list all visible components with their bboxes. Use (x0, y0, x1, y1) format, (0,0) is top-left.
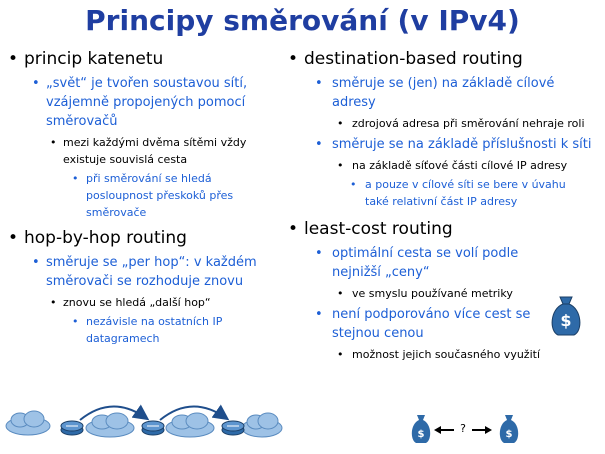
bullet-l2: • optimální cesta se volí podle nejnižší „ceny“ (315, 246, 519, 280)
bullet-text: směruje se na základě příslušnosti k síti (332, 137, 592, 152)
bullet-text: není podporováno více cest se stejnou cenou (332, 307, 531, 341)
bullet-l4: • při směrování se hledá posloupnost přeskoků přes směrovače (72, 172, 234, 219)
dollar-sign: $ (560, 311, 572, 330)
arrow-icon (472, 426, 492, 434)
bullet-l1: • princip katenetu (8, 49, 164, 69)
network-cloud-icon (242, 413, 282, 437)
bullet-text: směruje se (jen) na základě cílové adresy (332, 76, 555, 110)
bullet-text: možnost jejich současného využití (352, 348, 540, 361)
bullet-text: směruje se „per hop“: v každém směrovači se rozhoduje znovu (46, 255, 257, 289)
bullet-text: na základě síťové části cílové IP adresy (352, 159, 568, 172)
bullet-text: least-cost routing (304, 219, 453, 239)
router-icon (142, 421, 164, 435)
question-mark: ? (460, 422, 466, 435)
money-bag-icon (548, 293, 584, 337)
bullet-l3: • možnost jejich současného využití (337, 348, 540, 361)
bullet-l3: • zdrojová adresa při směrování nehraje roli (337, 117, 585, 130)
router-icon (61, 421, 83, 435)
money-bag-icon (412, 415, 430, 443)
network-cloud-icon (86, 413, 134, 437)
bullet-text: hop-by-hop routing (24, 228, 187, 248)
bullet-text: při směrování se hledá posloupnost přeskoků přes směrovače (86, 172, 234, 219)
bullet-l2: • není podporováno více cest se stejnou cenou (315, 307, 531, 341)
money-bag-icon (500, 415, 518, 443)
bullet-text: „svět“ je tvořen soustavou sítí, vzájemně propojených pomocí směrovačů (46, 76, 248, 129)
bullet-l1: • least-cost routing (288, 219, 453, 239)
bullet-text: a pouze v cílové síti se bere v úvahu také relativní část IP adresy (365, 178, 566, 208)
left-column (6, 44, 291, 347)
equal-cost-illustration (408, 412, 528, 446)
dollar-sign: $ (505, 429, 513, 440)
bullet-l3: • ve smyslu používané metriky (337, 287, 513, 300)
bullet-text: optimální cesta se volí podle nejnižší „ceny“ (332, 246, 519, 280)
bullet-text: princip katenetu (24, 49, 164, 69)
bullet-l1: • destination-based routing (288, 49, 523, 69)
dollar-sign: $ (417, 429, 425, 440)
router-icon (222, 421, 244, 435)
bullet-l2: • směruje se (jen) na základě cílové adresy (315, 76, 555, 110)
bullet-l1: • hop-by-hop routing (8, 228, 187, 248)
bullet-l2: • směruje se „per hop“: v každém směrovači se rozhoduje znovu (32, 255, 257, 289)
bullet-l4: • nezávisle na ostatních IP datagramech (72, 315, 223, 345)
bullet-text: mezi každými dvěma sítěmi vždy existuje souvislá cesta (63, 136, 247, 166)
network-diagram (0, 390, 285, 450)
bullet-l2: • směruje se na základě příslušnosti k síti (315, 137, 592, 152)
bullet-l3: • mezi každými dvěma sítěmi vždy existuje souvislá cesta (50, 136, 247, 166)
arrow-icon (434, 426, 454, 434)
network-cloud-icon (6, 411, 50, 435)
bullet-text: zdrojová adresa při směrování nehraje roli (352, 117, 585, 130)
bullet-l2: • „svět“ je tvořen soustavou sítí, vzájemně propojených pomocí směrovačů (32, 76, 248, 129)
bullet-text: ve smyslu používané metriky (352, 287, 513, 300)
slide-title: Principy směrování (v IPv4) (85, 4, 520, 37)
bullet-l3: • znovu se hledá „další hop“ (50, 296, 211, 309)
bullet-l3: • na základě síťové části cílové IP adresy (337, 159, 568, 172)
bullet-text: znovu se hledá „další hop“ (63, 296, 211, 309)
bullet-l4: • a pouze v cílové síti se bere v úvahu také relativní část IP adresy (350, 178, 566, 208)
bullet-text: nezávisle na ostatních IP datagramech (86, 315, 223, 345)
network-cloud-icon (166, 413, 214, 437)
bullet-text: destination-based routing (304, 49, 523, 69)
